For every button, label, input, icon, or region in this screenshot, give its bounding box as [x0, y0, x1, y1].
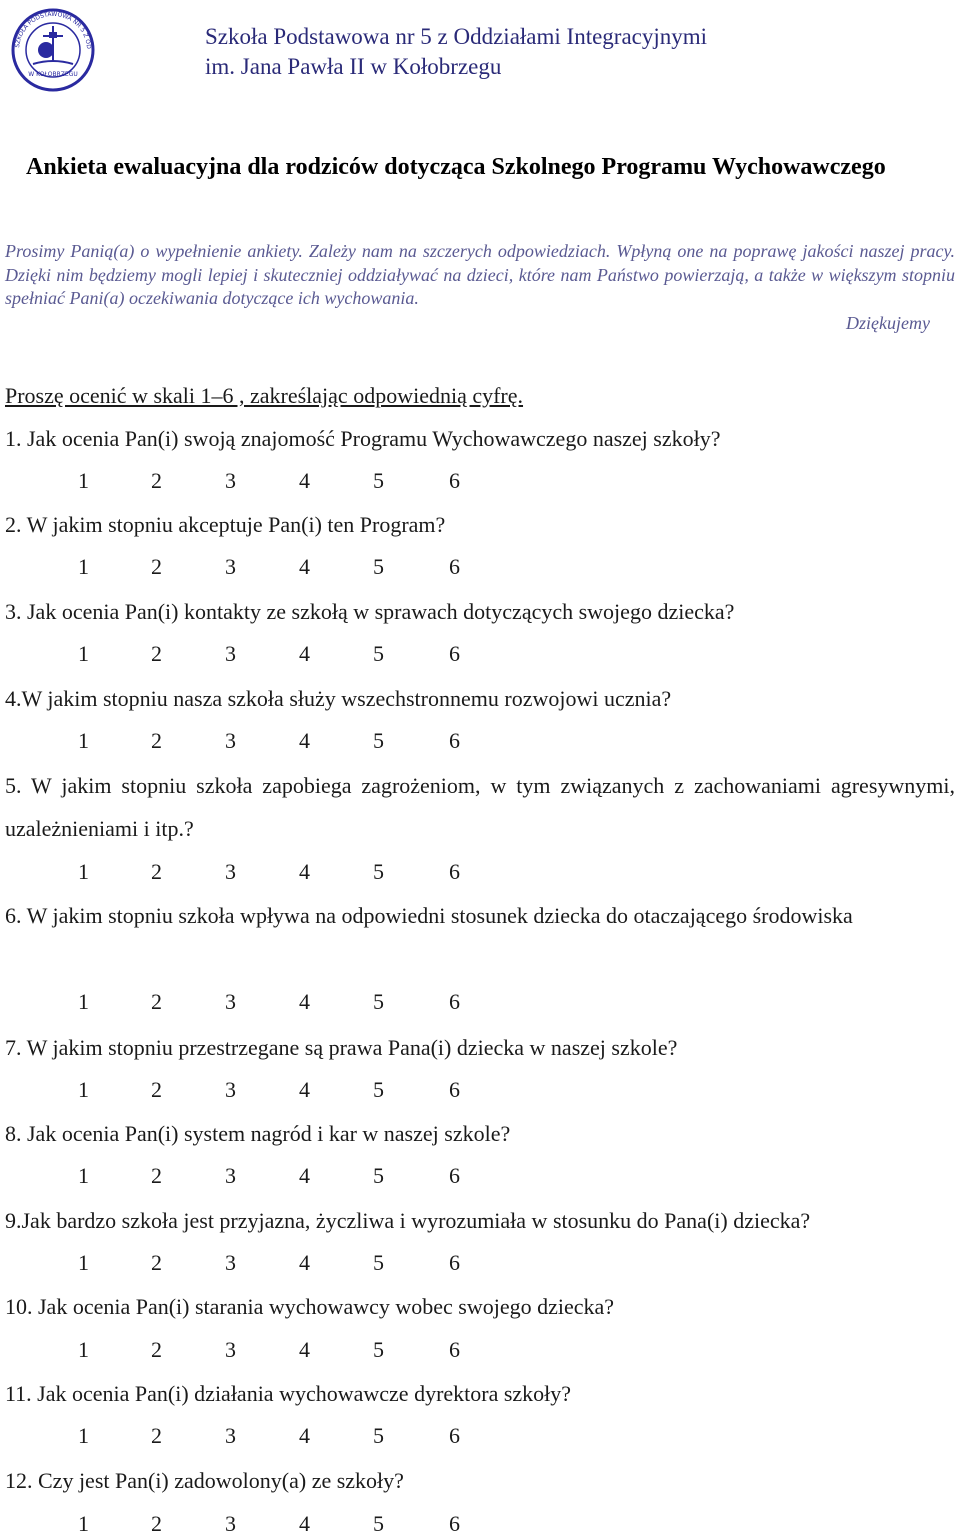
rating-option-4[interactable]: 4	[299, 1337, 310, 1362]
rating-option-1[interactable]: 1	[78, 989, 89, 1014]
rating-option-1[interactable]: 1	[78, 641, 89, 666]
rating-option-3[interactable]: 3	[225, 554, 236, 579]
question-text: 7. W jakim stopniu przestrzegane są prawa Pana(i) dziecka w naszej szkole?	[5, 1035, 678, 1060]
rating-option-5[interactable]: 5	[373, 1077, 384, 1102]
rating-option-1[interactable]: 1	[78, 1163, 89, 1188]
rating-option-3[interactable]: 3	[225, 1423, 236, 1448]
survey-title: Ankieta ewaluacyjna dla rodziców dotycząca Szkolnego Programu Wychowawczego	[26, 154, 886, 180]
question-text: 10. Jak ocenia Pan(i) starania wychowawcy wobec swojego dziecka?	[5, 1294, 615, 1319]
rating-option-2[interactable]: 2	[151, 1250, 162, 1275]
rating-option-4[interactable]: 4	[299, 989, 310, 1014]
rating-option-1[interactable]: 1	[78, 1337, 89, 1362]
rating-scale	[0, 1248, 500, 1278]
rating-option-3[interactable]: 3	[225, 859, 236, 884]
rating-scale	[0, 466, 500, 496]
rating-option-5[interactable]: 5	[373, 728, 384, 753]
rating-scale	[0, 1421, 500, 1451]
rating-option-3[interactable]: 3	[225, 468, 236, 493]
question-text: 9.Jak bardzo szkoła jest przyjazna, życzliwa i wyrozumiała w stosunku do Pana(i) dziecka?	[5, 1208, 811, 1233]
rating-option-6[interactable]: 6	[449, 554, 460, 579]
rating-option-2[interactable]: 2	[151, 1077, 162, 1102]
rating-option-4[interactable]: 4	[299, 1511, 310, 1536]
rating-option-3[interactable]: 3	[225, 728, 236, 753]
svg-text:W KOŁOBRZEGU: W KOŁOBRZEGU	[28, 71, 78, 78]
rating-option-1[interactable]: 1	[78, 1077, 89, 1102]
rating-option-4[interactable]: 4	[299, 1250, 310, 1275]
rating-option-6[interactable]: 6	[449, 1337, 460, 1362]
rating-option-2[interactable]: 2	[151, 554, 162, 579]
rating-option-5[interactable]: 5	[373, 554, 384, 579]
rating-scale	[0, 857, 500, 887]
rating-option-6[interactable]: 6	[449, 641, 460, 666]
rating-option-1[interactable]: 1	[78, 468, 89, 493]
question-text: 5. W jakim stopniu szkoła zapobiega zagrożeniom, w tym związanych z zachowaniami agresywnymi, uzależnieniami i itp.?	[5, 773, 955, 841]
rating-option-2[interactable]: 2	[151, 1337, 162, 1362]
rating-option-4[interactable]: 4	[299, 1163, 310, 1188]
school-name	[205, 22, 765, 82]
rating-option-4[interactable]: 4	[299, 859, 310, 884]
rating-option-2[interactable]: 2	[151, 728, 162, 753]
svg-text:SZKOŁA PODSTAWOWA NR 5 Z ODDZI: SZKOŁA PODSTAWOWA NR 5 Z OD	[14, 10, 93, 50]
question-text: 8. Jak ocenia Pan(i) system nagród i kar w naszej szkole?	[5, 1121, 511, 1146]
rating-option-2[interactable]: 2	[151, 641, 162, 666]
rating-option-5[interactable]: 5	[373, 1337, 384, 1362]
rating-option-4[interactable]: 4	[299, 1423, 310, 1448]
rating-option-2[interactable]: 2	[151, 1423, 162, 1448]
question-text: 11. Jak ocenia Pan(i) działania wychowawcze dyrektora szkoły?	[5, 1381, 572, 1406]
rating-option-6[interactable]: 6	[449, 989, 460, 1014]
rating-option-2[interactable]: 2	[151, 859, 162, 884]
intro-paragraph: Prosimy Panią(a) o wypełnienie ankiety. Zależy nam na szczerych odpowiedziach. Wpłyną one na poprawę jakości naszej pracy. Dzięki nim będziemy mogli lepiej i skuteczniej oddziaływać na dzieci, które nam Państwo powierzają, a także w większym stopniu spełniać Pani(a) oczekiwania dotyczące ich wychowania.	[5, 241, 955, 309]
rating-option-5[interactable]: 5	[373, 1163, 384, 1188]
rating-option-6[interactable]: 6	[449, 1250, 460, 1275]
rating-option-2[interactable]: 2	[151, 989, 162, 1014]
rating-instruction: Proszę ocenić w skali 1–6 , zakreślając odpowiednią cyfrę.	[5, 383, 524, 408]
rating-option-1[interactable]: 1	[78, 859, 89, 884]
rating-option-6[interactable]: 6	[449, 1077, 460, 1102]
rating-option-3[interactable]: 3	[225, 989, 236, 1014]
question-text: 12. Czy jest Pan(i) zadowolony(a) ze szkoły?	[5, 1468, 404, 1493]
rating-option-5[interactable]: 5	[373, 468, 384, 493]
rating-option-1[interactable]: 1	[78, 1511, 89, 1536]
rating-option-6[interactable]: 6	[449, 859, 460, 884]
rating-option-3[interactable]: 3	[225, 1163, 236, 1188]
rating-option-4[interactable]: 4	[299, 1077, 310, 1102]
rating-option-6[interactable]: 6	[449, 1163, 460, 1188]
rating-option-5[interactable]: 5	[373, 1423, 384, 1448]
rating-option-5[interactable]: 5	[373, 1511, 384, 1536]
rating-scale	[0, 639, 500, 669]
rating-scale	[0, 1335, 500, 1365]
rating-option-4[interactable]: 4	[299, 554, 310, 579]
thanks-text: Dziękujemy	[846, 313, 930, 333]
school-name-line1: Szkoła Podstawowa nr 5 z Oddziałami Integracyjnymi	[205, 24, 708, 49]
rating-option-3[interactable]: 3	[225, 1250, 236, 1275]
question-text: 3. Jak ocenia Pan(i) kontakty ze szkołą w sprawach dotyczących swojego dziecka?	[5, 599, 735, 624]
rating-option-3[interactable]: 3	[225, 1511, 236, 1536]
rating-option-3[interactable]: 3	[225, 641, 236, 666]
question-text: 2. W jakim stopniu akceptuje Pan(i) ten Program?	[5, 512, 446, 537]
rating-option-1[interactable]: 1	[78, 554, 89, 579]
question-text: 4.W jakim stopniu nasza szkoła służy wszechstronnemu rozwojowi ucznia?	[5, 686, 672, 711]
rating-option-6[interactable]: 6	[449, 1423, 460, 1448]
rating-scale	[0, 1161, 500, 1191]
rating-option-2[interactable]: 2	[151, 1163, 162, 1188]
rating-option-6[interactable]: 6	[449, 468, 460, 493]
rating-option-1[interactable]: 1	[78, 1250, 89, 1275]
rating-option-6[interactable]: 6	[449, 1511, 460, 1536]
rating-scale	[0, 726, 500, 756]
rating-option-3[interactable]: 3	[225, 1077, 236, 1102]
rating-option-4[interactable]: 4	[299, 641, 310, 666]
question-text: 1. Jak ocenia Pan(i) swoją znajomość Programu Wychowawczego naszej szkoły?	[5, 426, 721, 451]
rating-option-1[interactable]: 1	[78, 1423, 89, 1448]
rating-option-5[interactable]: 5	[373, 989, 384, 1014]
rating-option-5[interactable]: 5	[373, 859, 384, 884]
school-name-line2: im. Jana Pawła II w Kołobrzegu	[205, 54, 502, 79]
rating-scale	[0, 552, 500, 582]
rating-scale	[0, 1509, 500, 1539]
school-logo	[3, 6, 103, 94]
rating-option-1[interactable]: 1	[78, 728, 89, 753]
rating-option-4[interactable]: 4	[299, 468, 310, 493]
rating-option-4[interactable]: 4	[299, 728, 310, 753]
rating-option-6[interactable]: 6	[449, 728, 460, 753]
rating-option-5[interactable]: 5	[373, 1250, 384, 1275]
rating-scale	[0, 1075, 500, 1105]
rating-option-5[interactable]: 5	[373, 641, 384, 666]
rating-option-2[interactable]: 2	[151, 1511, 162, 1536]
rating-option-3[interactable]: 3	[225, 1337, 236, 1362]
rating-scale	[0, 987, 500, 1017]
question-text: 6. W jakim stopniu szkoła wpływa na odpowiedni stosunek dziecka do otaczającego środowiska	[5, 903, 853, 928]
rating-option-2[interactable]: 2	[151, 468, 162, 493]
